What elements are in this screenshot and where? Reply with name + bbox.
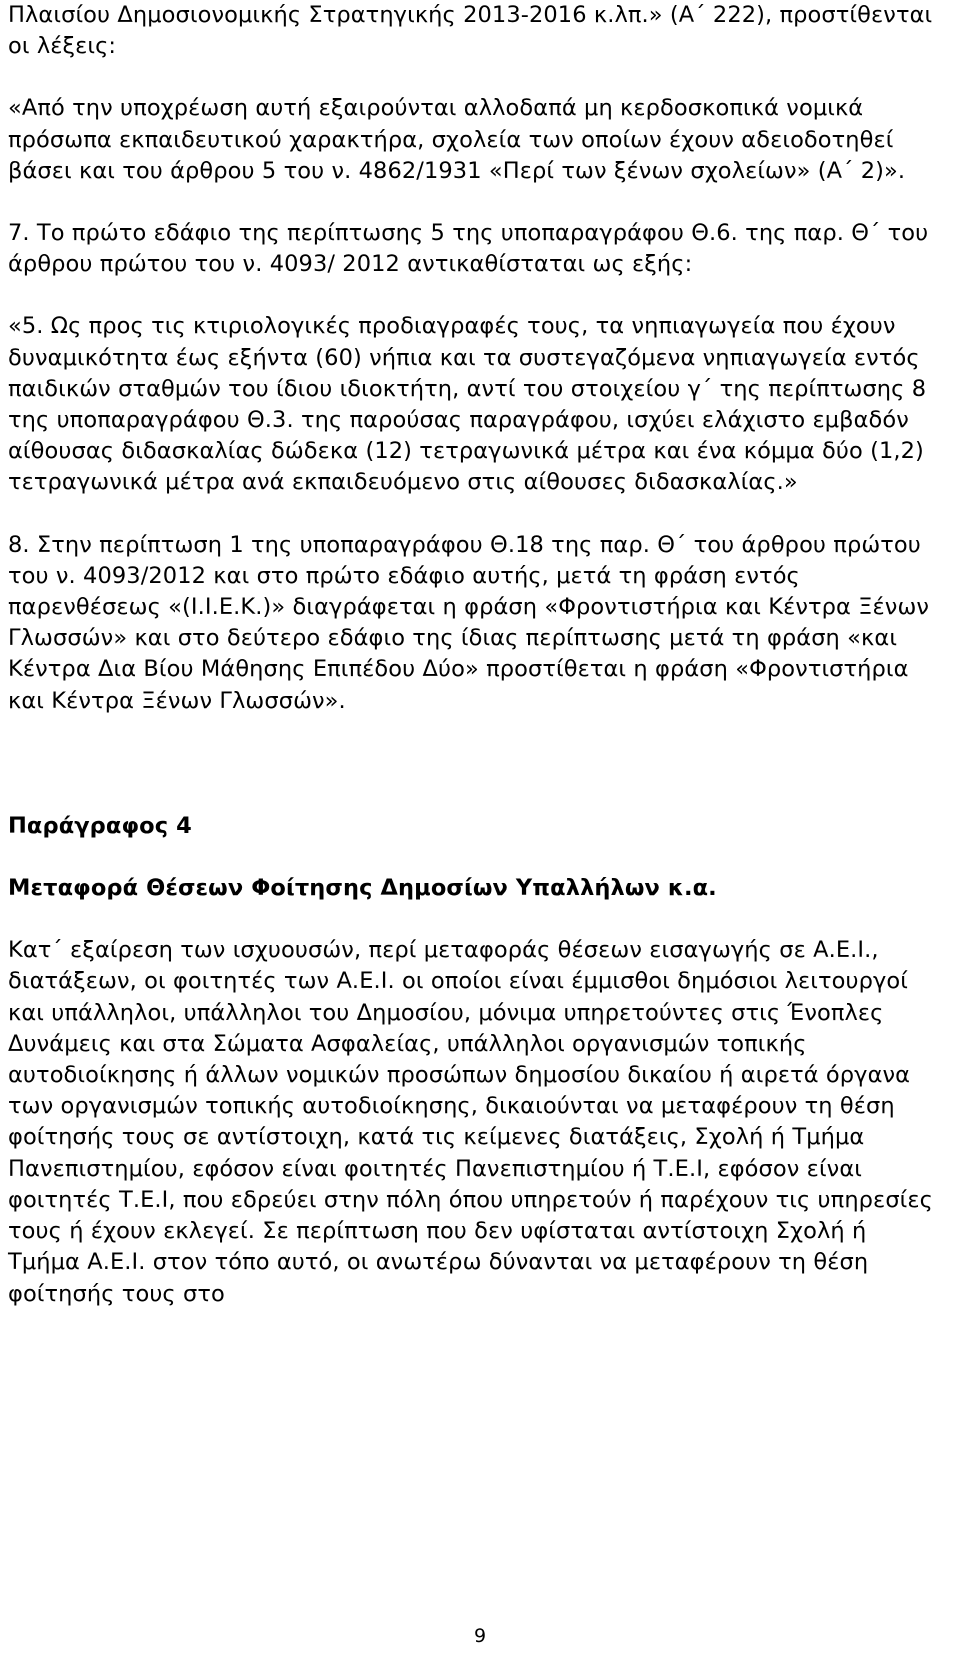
paragraph-exemption-quote: «Από την υποχρέωση αυτή εξαιρούνται αλλοδαπά μη κερδοσκοπικά νομικά πρόσωπα εκπαιδευτικού χαρακτήρα, σχολεία των οποίων έχουν αδειοδοτηθεί βάσει και του άρθρου 5 του ν. 4862/1931 «Περί των ξένων σχολείων» (Α΄ 2)». xyxy=(8,95,906,184)
paragraph-kindergarten-specs: «5. Ως προς τις κτιριολογικές προδιαγραφές τους, τα νηπιαγωγεία που έχουν δυναμικότητα έως εξήντα (60) νήπια και τα συστεγαζόμενα νηπιαγωγεία εντός παιδικών σταθμών του ίδιου ιδιοκτήτη, αντί του στοιχείου γ΄ της περίπτωσης 8 της υποπαραγράφου Θ.3. της παρούσας παραγράφου, ισχύει ελάχιστο εμβαδόν αίθουσας διδασκαλίας δώδεκα (12) τετραγωνικά μέτρα και ένα κόμμα δύο (1,2) τετραγωνικά μέτρα ανά εκπαιδευόμενο στις αίθουσες διδασκαλίας.» xyxy=(8,313,927,496)
document-page xyxy=(8,0,938,1310)
section-heading: Παράγραφος 4 xyxy=(8,812,192,839)
page-number: 9 xyxy=(473,1625,487,1647)
paragraph-intro: Πλαισίου Δημοσιονομικής Στρατηγικής 2013-2016 κ.λπ.» (Α΄ 222), προστίθενται οι λέξεις: xyxy=(8,2,933,60)
paragraph-item-7: 7. Το πρώτο εδάφιο της περίπτωσης 5 της υποπαραγράφου Θ.6. της παρ. Θ΄ του άρθρου πρώτου του ν. 4093/ 2012 αντικαθίσταται ως εξής: xyxy=(8,220,929,278)
paragraph-item-8: 8. Στην περίπτωση 1 της υποπαραγράφου Θ.18 της παρ. Θ΄ του άρθρου πρώτου του ν. 4093/2012 και στο πρώτο εδάφιο αυτής, μετά τη φράση εντός παρενθέσεως «(Ι.Ι.Ε.Κ.)» διαγράφεται η φράση «Φροντιστήρια και Κέντρα Ξένων Γλωσσών» και στο δεύτερο εδάφιο της ίδιας περίπτωσης μετά τη φράση «και Κέντρα Δια Βίου Μάθησης Επιπέδου Δύο» προστίθεται η φράση «Φροντιστήρια και Κέντρα Ξένων Γλωσσών». xyxy=(8,531,930,714)
section-title: Μεταφορά Θέσεων Φοίτησης Δημοσίων Υπαλλήλων κ.α. xyxy=(8,875,717,902)
paragraph-student-transfer: Κατ΄ εξαίρεση των ισχυουσών, περί μεταφοράς θέσεων εισαγωγής σε Α.Ε.Ι., διατάξεων, οι φοιτητές των Α.Ε.Ι. οι οποίοι είναι έμμισθοι δημόσιοι λειτουργοί και υπάλληλοι, υπάλληλοι του Δημοσίου, μόνιμα υπηρετούντες στις Ένοπλες Δυνάμεις και στα Σώματα Ασφαλείας, υπάλληλοι οργανισμών τοπικής αυτοδιοίκησης ή άλλων νομικών προσώπων δημοσίου δικαίου ή αιρετά όργανα των οργανισμών τοπικής αυτοδιοίκησης, δικαιούνται να μεταφέρουν τη θέση φοίτησής τους σε αντίστοιχη, κατά τις κείμενες διατάξεις, Σχολή ή Τμήμα Πανεπιστημίου, εφόσον είναι φοιτητές Πανεπιστημίου ή Τ.Ε.Ι, εφόσον είναι φοιτητές Τ.Ε.Ι, που εδρεύει στην πόλη όπου υπηρετούν ή παρέχουν τις υπηρεσίες τους ή έχουν εκλεγεί. Σε περίπτωση που δεν υφίσταται αντίστοιχη Σχολή ή Τμήμα Α.Ε.Ι. στον τόπο αυτό, οι ανωτέρω δύνανται να μεταφέρουν τη θέση φοίτησής τους στο xyxy=(8,937,933,1307)
